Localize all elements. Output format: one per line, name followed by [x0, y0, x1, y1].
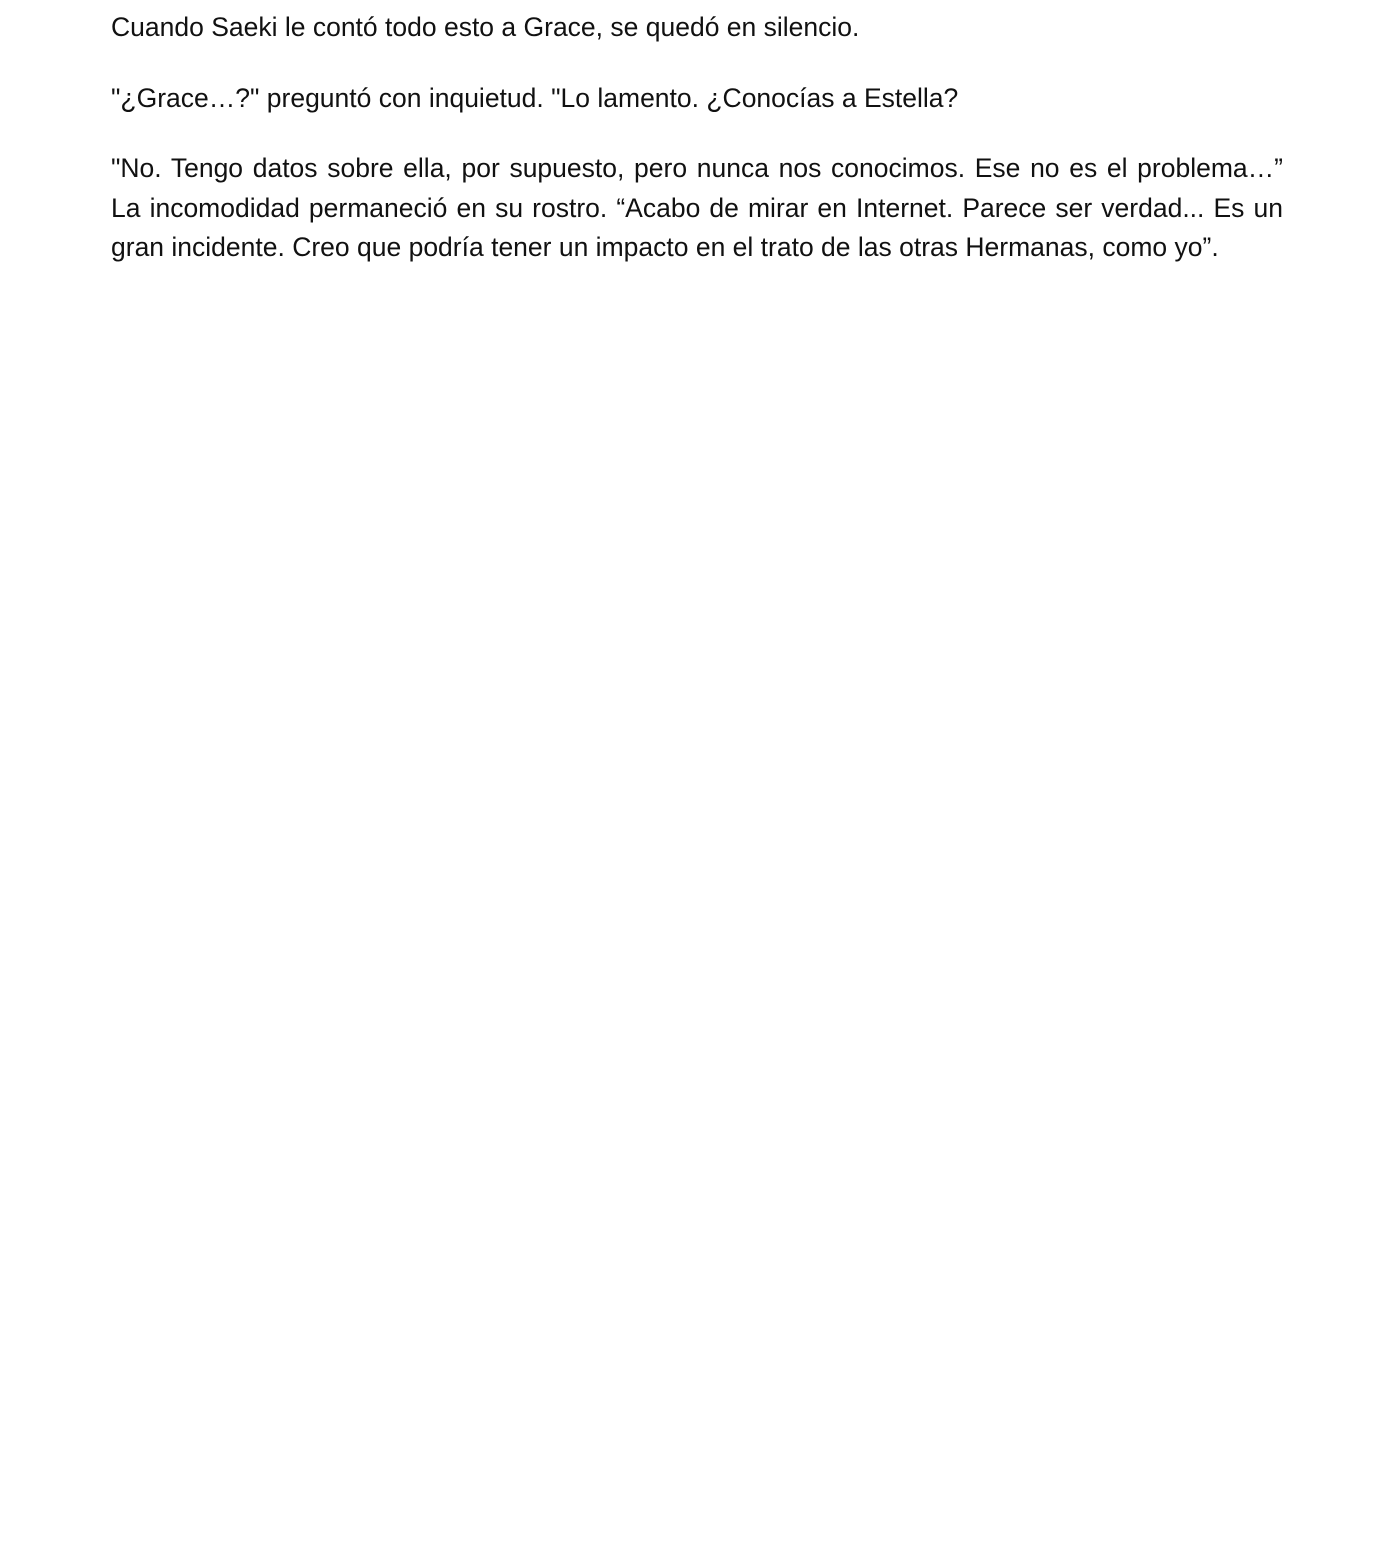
- document-body: [111, 8, 1283, 299]
- paragraph-2: "¿Grace…?" preguntó con inquietud. "Lo lamento. ¿Conocías a Estella?: [111, 82, 959, 113]
- paragraph-3: "No. Tengo datos sobre ella, por supuesto, pero nunca nos conocimos. Ese no es el problema…” La incomodidad permaneció en su rostro. “Acabo de mirar en Internet. Parece ser verdad... Es un gran incidente. Creo que podría tener un impacto en el trato de las otras Hermanas, como yo”.: [111, 153, 1283, 262]
- paragraph-1: Cuando Saeki le contó todo esto a Grace, se quedó en silencio.: [111, 12, 860, 42]
